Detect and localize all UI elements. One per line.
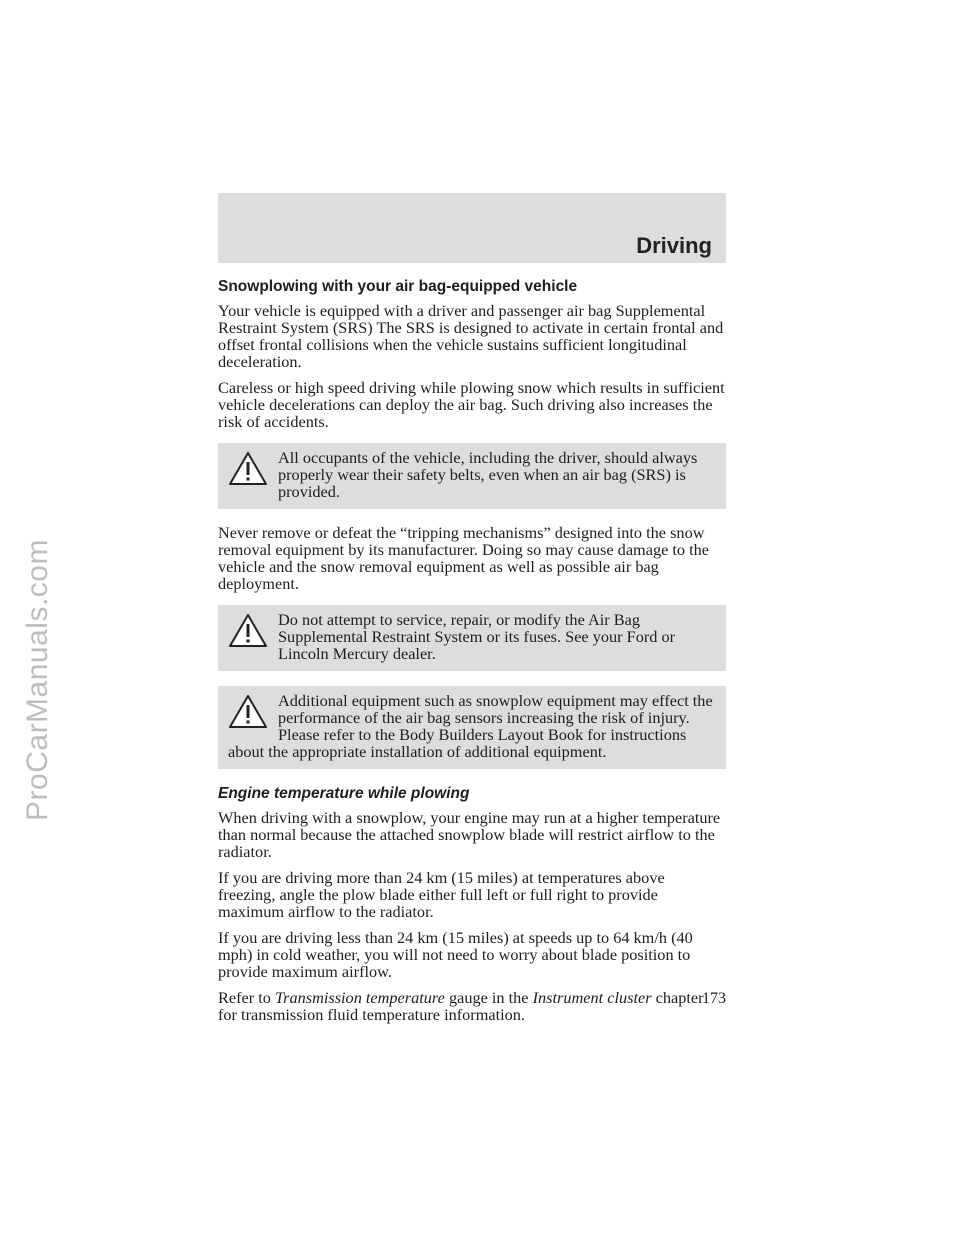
warning-text: All occupants of the vehicle, including the driver, should always properly wear their safety belts, even when an air bag (SRS) is provided.	[278, 448, 698, 501]
heading-snowplowing: Snowplowing with your air bag-equipped vehicle	[218, 278, 578, 295]
page-number: 173	[702, 990, 726, 1007]
warning-text: Additional equipment such as snowplow equipment may effect the performance of the air bag sensors increasing the risk of injury. Please refer to the Body Builders Layout Book for instructions about the appropriate installation of additional equipment.	[228, 691, 713, 761]
warning-box	[218, 443, 726, 509]
warning-triangle-icon	[228, 451, 268, 487]
side-watermark	[8, 240, 68, 1120]
ref-prefix: Refer to	[218, 988, 275, 1007]
paragraph: Careless or high speed driving while plowing snow which results in sufficient vehicle decelerations can deploy the air bag. Such driving also increases the risk of accidents.	[218, 378, 725, 431]
paragraph: If you are driving less than 24 km (15 miles) at speeds up to 64 km/h (40 mph) in cold weather, you will not need to worry about blade position to provide maximum airflow.	[218, 928, 693, 981]
ref-mid: gauge in the	[444, 988, 533, 1007]
section-title: Driving	[636, 233, 712, 258]
ref-suffix: chapter for transmission fluid temperature information.	[218, 988, 704, 1024]
paragraph: When driving with a snowplow, your engine may run at a higher temperature than normal because the attached snowplow blade will restrict airflow to the radiator.	[218, 808, 721, 861]
warning-text: Do not attempt to service, repair, or modify the Air Bag Supplemental Restraint System or its fuses. See your Ford or Lincoln Mercury dealer.	[278, 610, 676, 663]
ref-transmission-temperature: Transmission temperature	[274, 988, 445, 1007]
warning-box	[218, 605, 726, 671]
page-content	[218, 278, 726, 1032]
warning-triangle-icon	[228, 613, 268, 649]
watermark-text: ProCarManuals.com	[21, 539, 54, 821]
warning-triangle-icon	[228, 694, 268, 730]
paragraph-reference	[218, 989, 726, 1023]
paragraph: If you are driving more than 24 km (15 miles) at temperatures above freezing, angle the plow blade either full left or full right to provide maximum airflow to the radiator.	[218, 868, 665, 921]
ref-instrument-cluster: Instrument cluster	[532, 988, 652, 1007]
paragraph: Your vehicle is equipped with a driver and passenger air bag Supplemental Restraint System (SRS) The SRS is designed to activate in certain frontal and offset frontal collisions when the vehicle sustains sufficient longitudinal deceleration.	[218, 301, 724, 371]
paragraph: Never remove or defeat the “tripping mechanisms” designed into the snow removal equipment by its manufacturer. Doing so may cause damage to the vehicle and the snow removal equipment as well as possible air bag deployment.	[218, 523, 710, 593]
section-header-band	[218, 193, 726, 263]
warning-box	[218, 686, 726, 769]
heading-engine-temperature: Engine temperature while plowing	[218, 785, 470, 802]
